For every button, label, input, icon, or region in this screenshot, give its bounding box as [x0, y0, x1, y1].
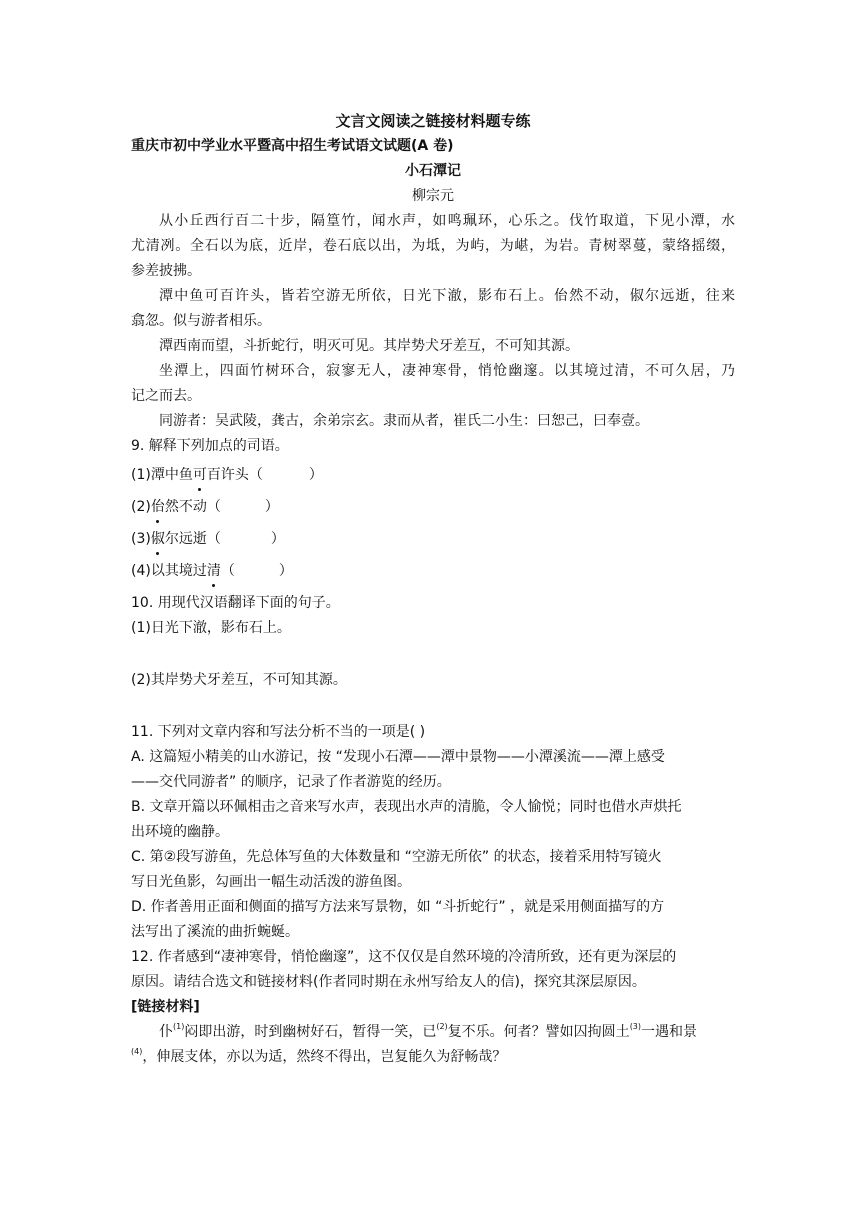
- exam-title: 重庆市初中学业水平暨高中招生考试语文试题(A 卷): [131, 138, 454, 154]
- passage-p5-line1: 同游者：吴武陵，龚古，余弟宗玄。隶而从者，崔氏二小生：曰恕己，曰奉壹。: [159, 413, 649, 429]
- q9-item-text: （: [220, 563, 235, 579]
- q9-item-text: (2): [131, 499, 151, 515]
- passage-p1-line1: 从小丘西行百二十步，隔篁竹，闻水声，如鸣珮环，心乐之。伐竹取道，下见小潭，水: [159, 213, 735, 229]
- footnote-mark: (2): [436, 1022, 448, 1031]
- link-material-label: [链接材料]: [131, 999, 200, 1015]
- passage-p4-line1: 坐潭上，四面竹树环合，寂寥无人，凄神寒骨，悄怆幽邃。以其境过清，不可久居，乃: [159, 363, 735, 379]
- q11-option-c-line2: 写日光鱼影，勾画出一幅生动活泼的游鱼图。: [131, 874, 411, 890]
- q9-stem: 9. 解释下列加点的司语。: [131, 438, 289, 454]
- q11-option-b-line1: B. 文章开篇以环佩相击之音来写水声，表现出水声的清脆，令人愉悦；同时也借水声烘托: [131, 799, 682, 815]
- q10-sentence-2: (2)其岸势犬牙差互，不可知其源。: [131, 672, 347, 688]
- footnote-mark: (3): [629, 1022, 642, 1031]
- q9-item-text: ）: [278, 563, 293, 579]
- passage-p2-line2: 翕忽。似与游者相乐。: [131, 313, 271, 329]
- q9-item-4: [131, 555, 735, 587]
- q9-item-text: (3): [131, 531, 151, 547]
- q11-stem: 11. 下列对文章内容和写法分析不当的一项是( ): [131, 724, 426, 740]
- emphasis-dot-word: 可: [193, 459, 207, 491]
- q9-item-text: 百许头（: [206, 467, 263, 483]
- emphasis-dot-word: 清: [207, 555, 221, 587]
- q10-stem: 10. 用现代汉语翻译下面的句子。: [131, 595, 340, 611]
- q12-line1: 12. 作者感到“凄神寒骨，悄怆幽邃”，这不仅仅是自然环境的冷清所致，还有更为深层的: [131, 949, 677, 965]
- q9-item-text: ）: [270, 531, 285, 547]
- passage-p4-line2: 记之而去。: [131, 388, 201, 404]
- material-text: 仆: [159, 1024, 173, 1040]
- footnote-mark: (4): [131, 1047, 143, 1056]
- q10-sentence-1: (1)日光下澈，影布石上。: [131, 620, 291, 636]
- link-material-line2: [131, 1045, 735, 1070]
- passage-p1-line2: 尤清冽。全石以为底，近岸，卷石底以出，为坻，为屿，为嵁，为岩。青树翠蔓，蒙络摇缀，: [131, 238, 735, 254]
- q11-option-d-line2: 法写出了溪流的曲折蜿蜒。: [131, 924, 299, 940]
- link-material-line1: [131, 1020, 735, 1045]
- q11-option-a-line2: ——交代同游者” 的顺序，记录了作者游览的经历。: [131, 774, 451, 790]
- q11-option-d-line1: D. 作者善用正面和侧面的描写方法来写景物，如 “斗折蛇行” ，就是采用侧面描写的方: [131, 899, 665, 915]
- q11-option-a-line1: A. 这篇短小精美的山水游记，按 “发现小石潭——潭中景物——小潭溪流——潭上感受: [131, 749, 665, 765]
- q9-item-3: [131, 523, 735, 555]
- q9-item-text: (4)以其境过: [131, 563, 207, 579]
- q9-item-text: 尔远逝（: [164, 531, 221, 547]
- passage-p3-line1: 潭西南而望，斗折蛇行，明灭可见。其岸势犬牙差互，不可知其源。: [159, 338, 579, 354]
- q9-item-text: 然不动（: [164, 499, 221, 515]
- footnote-mark: (1): [173, 1022, 185, 1031]
- q9-item-text: ）: [264, 499, 279, 515]
- q9-item-text: ）: [308, 467, 323, 483]
- q9-item-text: (1)潭中鱼: [131, 467, 193, 483]
- q12-line2: 原因。请结合选文和链接材料(作者同时期在永州写给友人的信)，探究其深层原因。: [131, 974, 646, 990]
- essay-title: 小石潭记: [405, 163, 461, 179]
- material-text: 复不乐。何者？譬如囚拘圆土: [447, 1024, 630, 1040]
- answer-space[interactable]: [131, 693, 735, 720]
- q11-option-c-line1: C. 第②段写游鱼，先总体写鱼的大体数量和 “空游无所依” 的状态，接着采用特写镜火: [131, 849, 662, 865]
- q11-option-b-line2: 出环境的幽静。: [131, 824, 229, 840]
- material-text: 一遇和景: [641, 1024, 698, 1040]
- essay-author: 柳宗元: [412, 188, 454, 204]
- emphasis-dot-word: 佁: [151, 491, 165, 523]
- material-text: ，伸展支体，亦以为适，然终不得出，岂复能久为舒畅哉？: [142, 1049, 507, 1065]
- answer-space[interactable]: [131, 641, 735, 668]
- document-body: [131, 108, 735, 1070]
- q9-item-2: [131, 491, 735, 523]
- material-text: 闷即出游，时到幽树好石，暂得一笑，已: [184, 1024, 437, 1040]
- document-title: 文言文阅读之链接材料题专练: [335, 112, 531, 130]
- emphasis-dot-word: 俶: [151, 523, 165, 555]
- passage-p1-line3: 参差披拂。: [131, 263, 201, 279]
- q9-item-1: [131, 459, 735, 491]
- passage-p2-line1: 潭中鱼可百许头，皆若空游无所依，日光下澈，影布石上。佁然不动，俶尔远逝，往来: [159, 288, 735, 304]
